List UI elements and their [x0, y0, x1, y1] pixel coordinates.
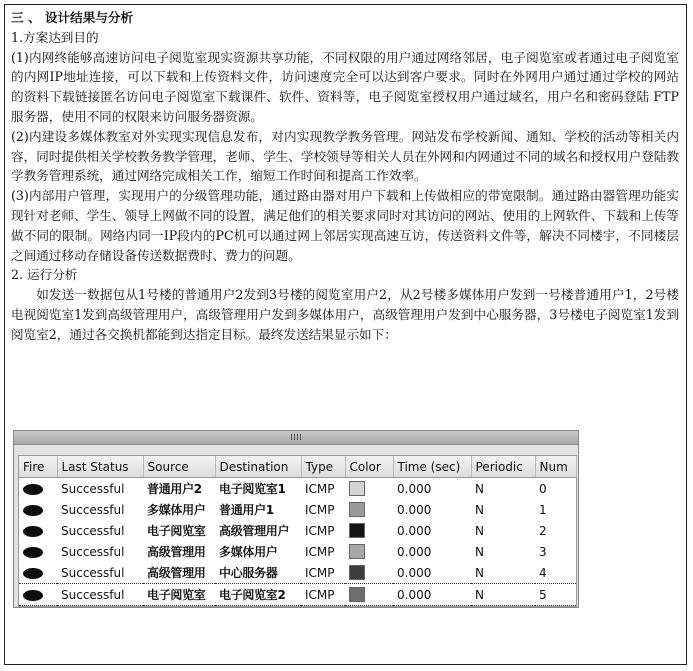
fire-indicator-icon[interactable] — [23, 526, 43, 537]
color-swatch — [349, 502, 365, 517]
color-swatch — [349, 565, 365, 580]
cell-time: 0.000 — [397, 523, 432, 538]
color-swatch — [349, 544, 365, 559]
panel-resize-bar[interactable] — [14, 431, 578, 445]
cell-last-status: Successful — [61, 502, 125, 517]
pdu-table — [19, 456, 577, 606]
cell-destination: 中心服务器 — [219, 566, 278, 580]
cell-time: 0.000 — [397, 502, 432, 517]
grip-icon[interactable] — [291, 434, 301, 440]
table-row[interactable] — [19, 520, 576, 541]
fire-indicator-icon[interactable] — [23, 484, 43, 495]
col-header-fire[interactable]: Fire — [19, 456, 57, 478]
cell-periodic: N — [475, 565, 484, 580]
cell-num: 3 — [539, 544, 547, 559]
cell-source: 普通用户2 — [147, 482, 202, 496]
cell-type: ICMP — [305, 565, 335, 580]
simulation-pdu-panel — [13, 430, 579, 608]
cell-time: 0.000 — [397, 544, 432, 559]
cell-source: 高级管理用 — [147, 545, 206, 559]
cell-num: 0 — [539, 481, 547, 496]
paragraph-4: 如发送一数据包从1号楼的普通用户2发到3号楼的阅览室用户2，从2号楼多媒体用户发到一号楼普通用户1，2号楼电视阅览室1发到高级管理用户，高级管理用户发到多媒体用户，高级管理用户发到中心服务器，3号楼电子阅览室1发到阅览室2，通过各交换机都能到达指定目标。最终发送结果显示如下： — [11, 287, 679, 342]
cell-periodic: N — [471, 584, 535, 606]
cell-periodic: N — [475, 502, 484, 517]
cell-time: 0.000 — [397, 565, 432, 580]
paragraph-3: (3)内部用户管理，实现用户的分级管理功能，通过路由器对用户下载和上传做相应的带宽限制。通过路由器管理功能实现针对老师、学生、领导上网做不同的设置，满足他们的相关要求同时对其访问的网站、使用的上网软件、下载和上传等做不同的限制。网络内同一IP段内的PC机可以通过网上邻居实现高速互访，传送资料文件等，解决不同楼宇，不同楼层之间通过移动存储设备传送数据费时、费力的问题。 — [11, 188, 679, 263]
cell-type: ICMP — [305, 523, 335, 538]
cell-source: 高级管理用 — [147, 566, 206, 580]
fire-indicator-icon[interactable] — [23, 547, 43, 558]
cell-last-status: Successful — [57, 584, 143, 606]
cell-num: 2 — [539, 523, 547, 538]
cell-destination: 电子阅览室1 — [219, 482, 286, 496]
paragraph-2: (2)内建设多媒体教室对外实现实现信息发布，对内实现教学教务管理。网站发布学校新闻、通知、学校的活动等相关内容，同时提供相关学校教务教学管理，老师、学生、学校领导等相关人员在外网和内网通过不同的域名和授权用户登陆教学教务管理系统，通过网络完成相关工作，缩短工作时间和提高工作效率。 — [11, 128, 679, 184]
cell-destination: 电子阅览室2 — [215, 584, 301, 606]
cell-last-status: Successful — [61, 523, 125, 538]
cell-destination: 普通用户1 — [219, 503, 274, 517]
cell-time: 0.000 — [393, 584, 471, 606]
cell-source: 多媒体用户 — [147, 503, 206, 517]
cell-source: 电子阅览室 — [147, 524, 206, 538]
color-swatch — [349, 523, 365, 538]
cell-last-status: Successful — [61, 565, 125, 580]
col-header-color[interactable]: Color — [345, 456, 393, 478]
subheading-analysis: 2. 运行分析 — [11, 267, 78, 283]
cell-num: 1 — [539, 502, 547, 517]
col-header-destination[interactable]: Destination — [215, 456, 301, 478]
fire-indicator-icon[interactable] — [23, 505, 43, 516]
cell-type: ICMP — [305, 544, 335, 559]
col-header-periodic[interactable]: Periodic — [471, 456, 535, 478]
color-swatch — [349, 481, 365, 496]
cell-num: 5 — [535, 584, 576, 606]
paragraph-1: (1)内网终能够高速访问电子阅览室现实资源共享功能，不同权限的用户通过网络邻居，电子阅览室或者通过电子阅览室的内网IP地址连接，可以下载和上传资料文件，访问速度完全可以达到客户要求。同时在外网用户通过通过学校的网站的资料下载链接匿名访问电子阅览室下载课件、软件、资料等，电子阅览室授权用户通过域名，用户名和密码登陆 FTP服务器，使用不同的权限来访问服务器资源。 — [11, 49, 679, 124]
cell-periodic: N — [475, 523, 484, 538]
cell-type: ICMP — [301, 584, 345, 606]
col-header-num[interactable]: Num — [535, 456, 576, 478]
cell-num: 4 — [539, 565, 547, 580]
col-header-last-status[interactable]: Last Status — [57, 456, 143, 478]
col-header-source[interactable]: Source — [143, 456, 215, 478]
cell-periodic: N — [475, 544, 484, 559]
subheading-goals: 1.方案达到目的 — [11, 29, 99, 45]
col-header-time[interactable]: Time (sec) — [393, 456, 471, 478]
cell-last-status: Successful — [61, 481, 125, 496]
col-header-type[interactable]: Type — [301, 456, 345, 478]
document-text — [11, 8, 679, 345]
fire-indicator-icon[interactable] — [23, 590, 43, 601]
cell-last-status: Successful — [61, 544, 125, 559]
cell-periodic: N — [475, 481, 484, 496]
document-page — [4, 4, 687, 665]
section-title: 三 、 设计结果与分析 — [11, 10, 134, 25]
table-row[interactable] — [19, 478, 576, 500]
color-swatch — [349, 587, 365, 602]
pdu-list — [18, 455, 577, 607]
cell-type: ICMP — [305, 481, 335, 496]
table-header-row — [19, 456, 576, 478]
table-row[interactable] — [19, 584, 576, 606]
cell-time: 0.000 — [397, 481, 432, 496]
cell-type: ICMP — [305, 502, 335, 517]
cell-destination: 高级管理用户 — [219, 524, 290, 538]
cell-destination: 多媒体用户 — [219, 545, 278, 559]
table-row[interactable] — [19, 541, 576, 562]
cell-source: 电子阅览室 — [143, 584, 215, 606]
fire-indicator-icon[interactable] — [23, 568, 43, 579]
table-row[interactable] — [19, 499, 576, 520]
table-row[interactable] — [19, 562, 576, 584]
